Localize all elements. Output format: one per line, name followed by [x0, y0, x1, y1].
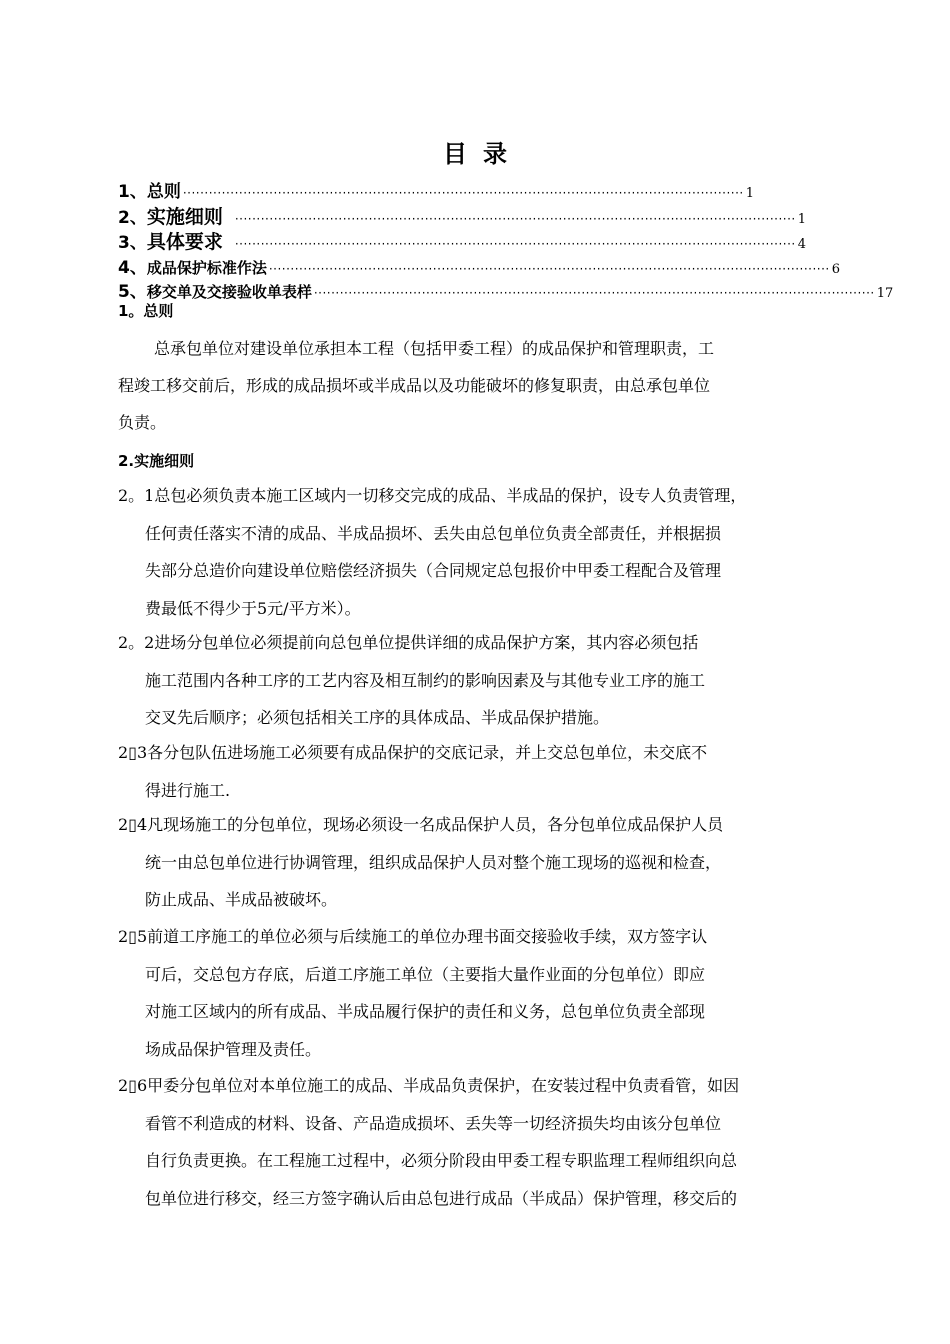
toc-entry-page: 1 — [797, 212, 807, 227]
clause-line: 可后，交总包方存底，后道工序施工单位（主要指大量作业面的分包单位）即应 — [145, 964, 706, 984]
clause-2-4 — [118, 806, 858, 919]
toc-entry-number: 1、 — [118, 182, 147, 202]
toc-entry[interactable] — [118, 227, 807, 253]
clause-line: 统一由总包单位进行协调管理，组织成品保护人员对整个施工现场的巡视和检查， — [145, 852, 722, 872]
toc-leader-dots: ·································································································································· — [234, 212, 796, 226]
clause-line: 看管不利造成的材料、设备、产品造成损坏、丢失等一切经济损失均由该分包单位 — [145, 1113, 722, 1133]
clause-line: 场成品保护管理及责任。 — [145, 1039, 322, 1059]
paragraph-line: 负责。 — [118, 413, 167, 432]
toc-entry-number: 2、 — [118, 208, 147, 228]
toc-entry-label: 成品保护标准作法 — [146, 259, 267, 277]
toc-entry-page: 6 — [831, 262, 841, 277]
clause-2-1 — [118, 477, 858, 627]
toc-entry-page: 4 — [797, 237, 807, 252]
toc-entry-label: 总则 — [146, 182, 181, 202]
toc-entry-page: 1 — [745, 186, 755, 201]
clause-line: 得进行施工. — [145, 780, 231, 800]
section-heading-general: 1。总则 — [118, 302, 174, 320]
clause-line: 2▯5前道工序施工的单位必须与后续施工的单位办理书面交接验收手续，双方签字认 — [118, 927, 708, 946]
toc-entry-page: 17 — [876, 286, 894, 301]
clause-line: 失部分总造价向建设单位赔偿经济损失（合同规定总包报价中甲委工程配合及管理 — [145, 561, 722, 580]
clause-line: 任何责任落实不清的成品、半成品损坏、丢失由总包单位负责全部责任，并根据损 — [145, 523, 722, 543]
clause-2-6 — [118, 1067, 858, 1217]
clause-line: 对施工区域内的所有成品、半成品履行保护的责任和义务，总包单位负责全部现 — [145, 1002, 706, 1021]
clause-line: 2。2进场分包单位必须提前向总包单位提供详细的成品保护方案，其内容必须包括 — [118, 633, 699, 652]
clause-2-5 — [118, 918, 858, 1068]
clause-line: 2▯3各分包队伍进场施工必须要有成品保护的交底记录，并上交总包单位，未交底不 — [118, 743, 708, 762]
clause-line: 自行负责更换。在工程施工过程中，必须分阶段由甲委工程专职监理工程师组织向总 — [145, 1151, 738, 1170]
paragraph-line: 总承包单位对建设单位承担本工程（包括甲委工程）的成品保护和管理职责，工 — [154, 339, 715, 358]
toc-entry-number: 3、 — [118, 233, 147, 253]
toc-entry-label: 移交单及交接验收单表样 — [146, 283, 312, 301]
clause-2-3 — [118, 734, 858, 809]
clause-line: 2▯6甲委分包单位对本单位施工的成品、半成品负责保护，在安装过程中负责看管，如因 — [118, 1076, 740, 1095]
toc-entry-label: 实施细则 — [146, 206, 223, 228]
toc-title: 目录 — [443, 140, 523, 168]
toc-entry[interactable] — [118, 177, 755, 202]
clause-line: 费最低不得少于5元/平方米）。 — [145, 598, 361, 618]
clause-2-2 — [118, 624, 858, 737]
clause-line: 交叉先后顺序；必须包括相关工序的具体成品、半成品保护措施。 — [145, 708, 610, 727]
section-general-paragraph — [118, 330, 858, 441]
toc-leader-dots: ·································································································································· — [234, 237, 796, 251]
section-heading-implementation: 2.实施细则 — [118, 452, 195, 470]
toc-leader-dots: ·································································································································· — [313, 286, 875, 300]
clause-line: 防止成品、半成品被破坏。 — [145, 890, 338, 909]
clause-line: 2。1总包必须负责本施工区域内一切移交完成的成品、半成品的保护，设专人负责管理， — [118, 486, 747, 505]
toc-entry-number: 5、 — [118, 282, 147, 302]
clause-line: 2▯4凡现场施工的分包单位，现场必须设一名成品保护人员，各分包单位成品保护人员 — [118, 815, 724, 834]
clause-line: 施工范围内各种工序的工艺内容及相互制约的影响因素及与其他专业工序的施工 — [145, 670, 706, 690]
clause-line: 包单位进行移交，经三方签字确认后由总包进行成品（半成品）保护管理，移交后的 — [145, 1188, 738, 1208]
toc-entry[interactable] — [118, 202, 807, 228]
toc-leader-dots: ·································································································································· — [182, 186, 744, 200]
toc-entry-label: 具体要求 — [146, 231, 223, 253]
paragraph-line: 程竣工移交前后，形成的成品损坏或半成品以及功能破坏的修复职责，由总承包单位 — [118, 376, 711, 395]
toc-entry-number: 4、 — [118, 258, 147, 278]
toc-entry[interactable] — [118, 253, 841, 278]
toc-leader-dots: ·································································································································· — [268, 262, 830, 276]
toc-entry[interactable] — [118, 277, 894, 302]
